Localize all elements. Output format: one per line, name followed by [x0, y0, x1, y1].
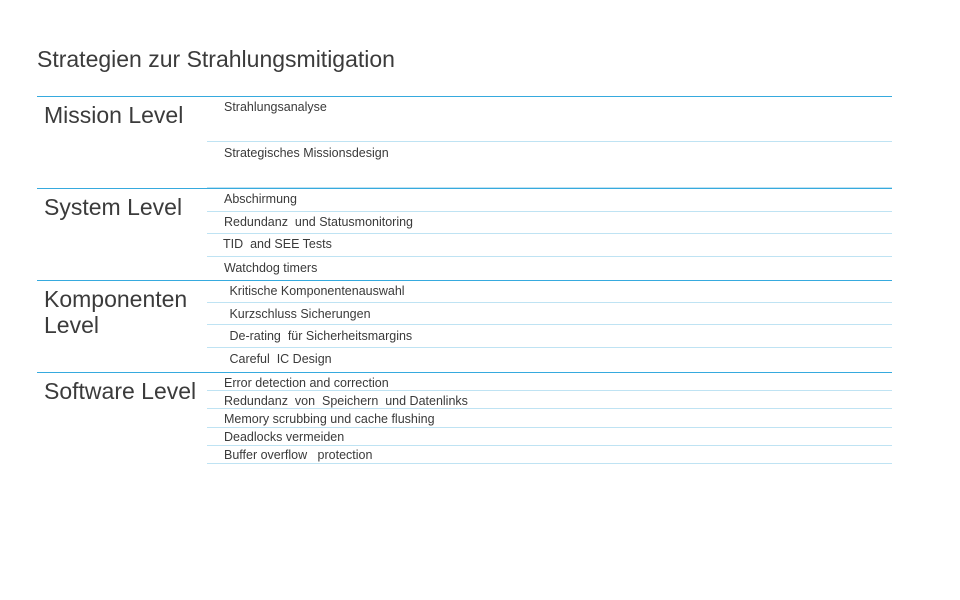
item-label: Kritische Komponentenauswahl	[226, 284, 405, 298]
list-item	[207, 280, 892, 303]
level-komponenten	[37, 280, 892, 372]
item-label: Abschirmung	[224, 192, 297, 206]
list-item	[207, 142, 892, 188]
list-item	[207, 348, 892, 372]
level-items-software	[207, 372, 892, 464]
list-item	[207, 409, 892, 428]
list-item	[207, 257, 892, 280]
item-label: Careful IC Design	[226, 352, 332, 366]
level-name-mission: Mission Level	[44, 102, 184, 128]
list-item	[207, 234, 892, 257]
item-label: Strahlungsanalyse	[224, 100, 327, 114]
item-label: Deadlocks vermeiden	[224, 430, 345, 444]
list-item	[207, 303, 892, 325]
list-item	[207, 446, 892, 464]
item-label: Watchdog timers	[224, 261, 318, 275]
list-item	[207, 212, 892, 234]
list-item	[207, 372, 892, 391]
item-label: Kurzschluss Sicherungen	[226, 307, 371, 321]
level-software	[37, 372, 892, 464]
item-label: Redundanz und Statusmonitoring	[224, 215, 414, 229]
list-item	[207, 325, 892, 348]
level-mission	[37, 96, 892, 188]
list-item	[207, 428, 892, 446]
page-title: Strategien zur Strahlungsmitigation	[37, 46, 395, 72]
level-name-komponenten: Komponenten Level	[44, 286, 188, 338]
list-item	[207, 188, 892, 212]
level-name-software: Software Level	[44, 378, 197, 404]
level-items-mission	[207, 96, 892, 188]
list-item	[207, 96, 892, 142]
item-label: TID and SEE Tests	[223, 237, 332, 251]
list-item	[207, 391, 892, 409]
item-label: Strategisches Missionsdesign	[224, 146, 389, 160]
level-items-system	[207, 188, 892, 280]
level-name-system: System Level	[44, 194, 183, 220]
item-label: Memory scrubbing und cache flushing	[224, 412, 435, 426]
item-label: Error detection and correction	[224, 376, 389, 390]
item-label: Buffer overflow protection	[224, 448, 373, 462]
level-items-komponenten	[207, 280, 892, 372]
level-system	[37, 188, 892, 280]
item-label: De-rating für Sicherheitsmargins	[226, 329, 413, 343]
item-label: Redundanz von Speichern und Datenlinks	[224, 394, 468, 408]
